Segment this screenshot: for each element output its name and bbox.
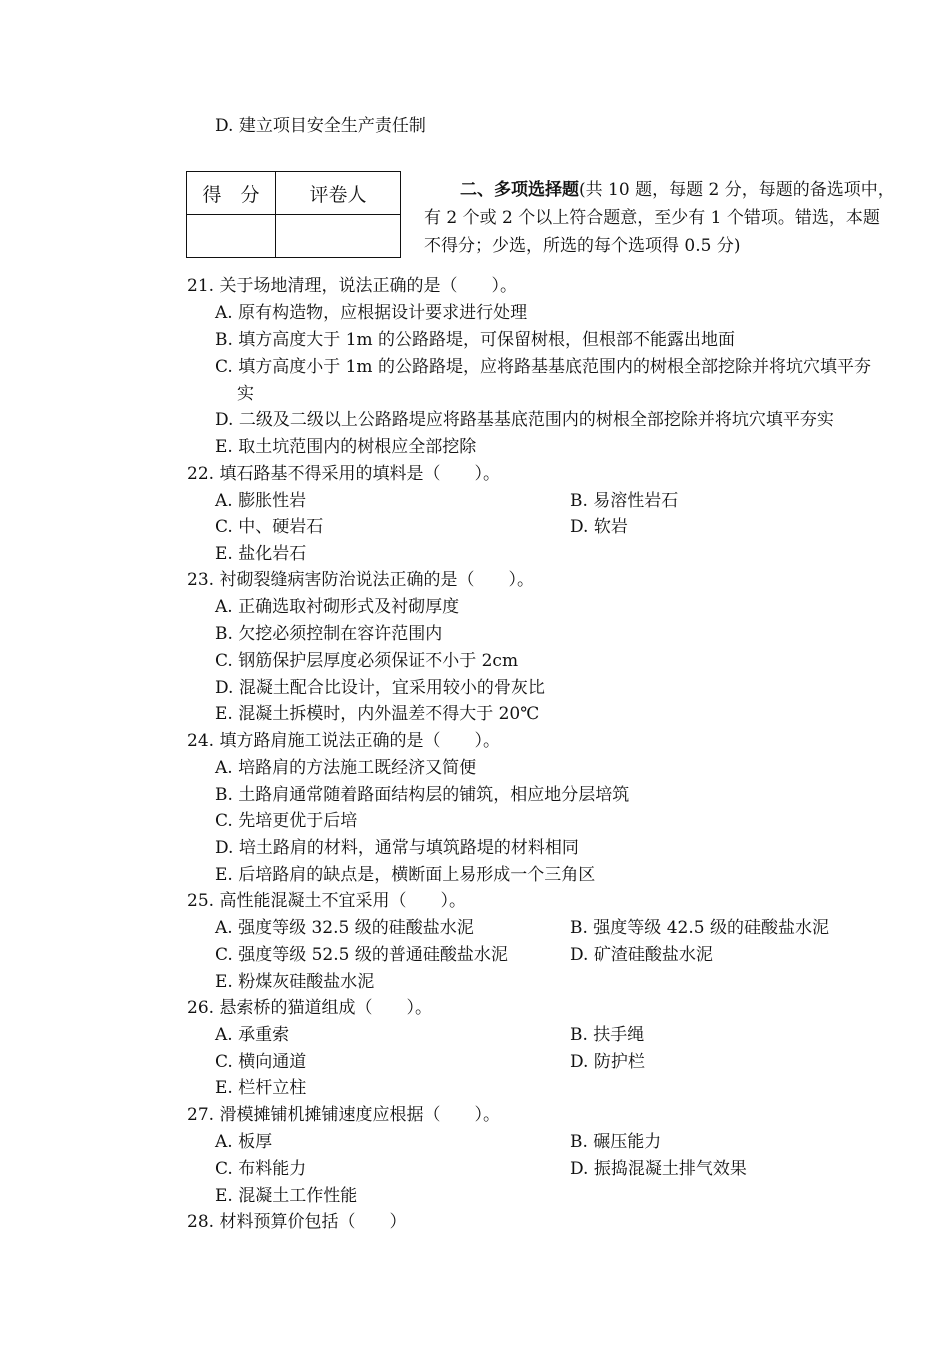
q27-option-e[interactable]: E. 混凝土工作性能 <box>215 1186 358 1206</box>
q25-option-a[interactable]: A. 强度等级 32.5 级的硅酸盐水泥 <box>215 918 474 938</box>
q25-stem: 25. 高性能混凝土不宜采用（ ）。 <box>187 891 466 911</box>
q24-option-c[interactable]: C. 先培更优于后培 <box>215 811 358 831</box>
q24-option-b[interactable]: B. 土路肩通常随着路面结构层的铺筑，相应地分层培筑 <box>215 785 630 805</box>
q23-stem: 23. 衬砌裂缝病害防治说法正确的是（ ）。 <box>187 570 534 590</box>
q22-option-c[interactable]: C. 中、硬岩石 <box>215 517 324 537</box>
q25-option-b[interactable]: B. 强度等级 42.5 级的硅酸盐水泥 <box>570 918 829 938</box>
q23-option-c[interactable]: C. 钢筋保护层厚度必须保证不小于 2cm <box>215 651 519 671</box>
q27-option-b[interactable]: B. 碾压能力 <box>570 1132 662 1152</box>
prev-option-d: D. 建立项目安全生产责任制 <box>215 116 426 136</box>
q26-stem: 26. 悬索桥的猫道组成（ ）。 <box>187 998 432 1018</box>
q27-option-d[interactable]: D. 振捣混凝土排气效果 <box>570 1159 747 1179</box>
q26-option-d[interactable]: D. 防护栏 <box>570 1052 645 1072</box>
section-intro <box>424 176 928 260</box>
q21-option-c[interactable]: C. 填方高度小于 1m 的公路路堤，应将路基基底范围内的树根全部挖除并将坑穴填平夯 <box>215 357 871 377</box>
section-desc-3: 不得分；少选，所选的每个选项得 0.5 分) <box>424 236 741 256</box>
q26-option-b[interactable]: B. 扶手绳 <box>570 1025 645 1045</box>
q26-option-e[interactable]: E. 栏杆立柱 <box>215 1078 307 1098</box>
q21-option-e[interactable]: E. 取土坑范围内的树根应全部挖除 <box>215 437 477 457</box>
q21-option-a[interactable]: A. 原有构造物，应根据设计要求进行处理 <box>215 303 528 323</box>
q25-option-e[interactable]: E. 粉煤灰硅酸盐水泥 <box>215 972 375 992</box>
q26-option-a[interactable]: A. 承重索 <box>215 1025 290 1045</box>
q23-option-e[interactable]: E. 混凝土拆模时，内外温差不得大于 20℃ <box>215 704 540 724</box>
q24-stem: 24. 填方路肩施工说法正确的是（ ）。 <box>187 731 500 751</box>
q21-option-c-cont: 实 <box>237 384 254 404</box>
q22-option-b[interactable]: B. 易溶性岩石 <box>570 491 679 511</box>
section-desc-2: 有 2 个或 2 个以上符合题意，至少有 1 个错项。错选，本题 <box>424 208 880 228</box>
q27-option-a[interactable]: A. 板厚 <box>215 1132 273 1152</box>
q26-option-c[interactable]: C. 横向通道 <box>215 1052 307 1072</box>
score-label: 得 分 <box>187 172 276 215</box>
q24-option-a[interactable]: A. 培路肩的方法施工既经济又简便 <box>215 758 477 778</box>
q23-option-b[interactable]: B. 欠挖必须控制在容许范围内 <box>215 624 443 644</box>
section-title: 二、多项选择题 <box>460 180 579 200</box>
q21-stem: 21. 关于场地清理，说法正确的是（ ）。 <box>187 276 517 296</box>
q25-option-d[interactable]: D. 矿渣硅酸盐水泥 <box>570 945 713 965</box>
q24-option-e[interactable]: E. 后培路肩的缺点是，横断面上易形成一个三角区 <box>215 865 596 885</box>
q27-stem: 27. 滑模摊铺机摊铺速度应根据（ ）。 <box>187 1105 500 1125</box>
q22-option-a[interactable]: A. 膨胀性岩 <box>215 491 307 511</box>
score-table <box>186 171 401 258</box>
q22-option-d[interactable]: D. 软岩 <box>570 517 628 537</box>
q21-option-b[interactable]: B. 填方高度大于 1m 的公路路堤，可保留树根，但根部不能露出地面 <box>215 330 736 350</box>
q22-option-e[interactable]: E. 盐化岩石 <box>215 544 307 564</box>
q25-option-c[interactable]: C. 强度等级 52.5 级的普通硅酸盐水泥 <box>215 945 508 965</box>
q23-option-a[interactable]: A. 正确选取衬砌形式及衬砌厚度 <box>215 597 460 617</box>
score-value-cell[interactable] <box>187 215 276 258</box>
grader-value-cell[interactable] <box>276 215 401 258</box>
grader-label: 评卷人 <box>276 172 401 215</box>
q27-option-c[interactable]: C. 布料能力 <box>215 1159 307 1179</box>
q24-option-d[interactable]: D. 培土路肩的材料，通常与填筑路堤的材料相同 <box>215 838 579 858</box>
q22-stem: 22. 填石路基不得采用的填料是（ ）。 <box>187 464 500 484</box>
section-desc-1: (共 10 题，每题 2 分，每题的备选项中， <box>579 180 895 200</box>
q21-option-d[interactable]: D. 二级及二级以上公路路堤应将路基基底范围内的树根全部挖除并将坑穴填平夯实 <box>215 410 834 430</box>
q23-option-d[interactable]: D. 混凝土配合比设计，宜采用较小的骨灰比 <box>215 678 545 698</box>
q28-stem: 28. 材料预算价包括（ ） <box>187 1212 407 1232</box>
